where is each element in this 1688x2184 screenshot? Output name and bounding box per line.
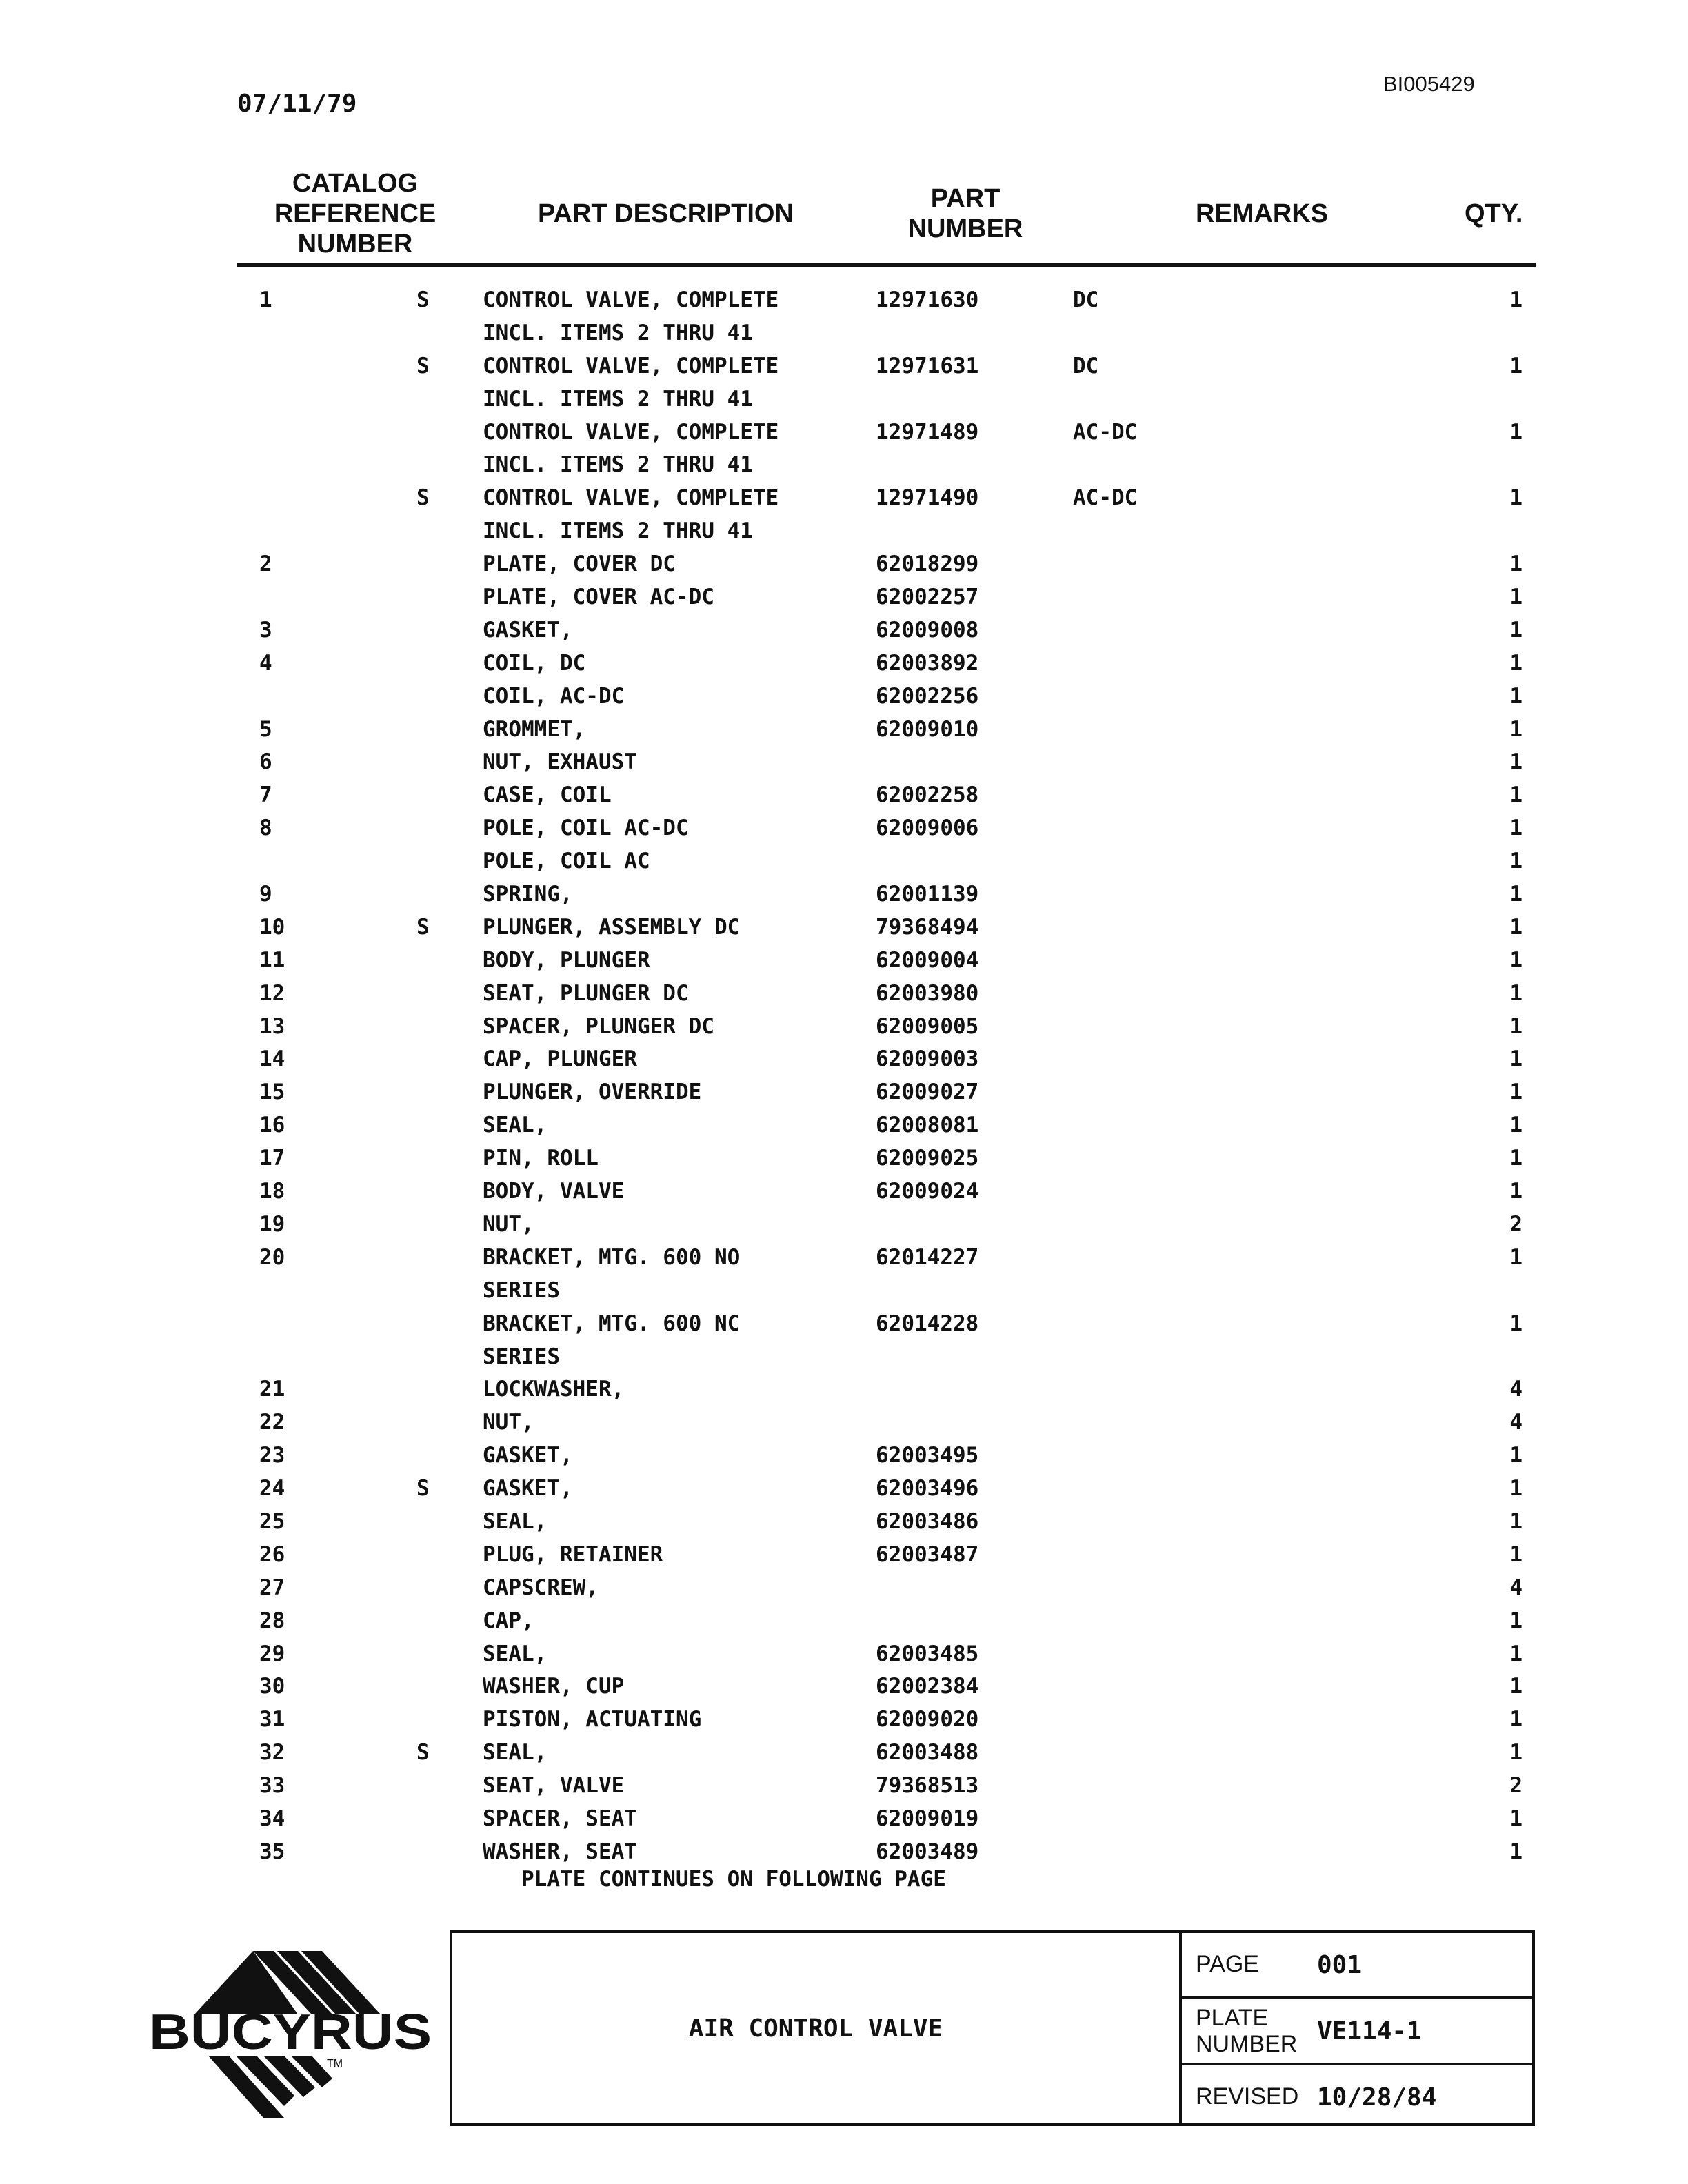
part-number-cell: 12971631 <box>876 353 979 378</box>
description-cell: PLATE, COVER DC <box>483 552 676 577</box>
description-cell: POLE, COIL AC <box>483 849 650 874</box>
table-row <box>0 878 1688 911</box>
ref-cell: 16 <box>259 1113 285 1138</box>
table-row <box>0 1109 1688 1142</box>
description-cell: SERIES <box>483 1344 560 1369</box>
part-number-cell: 62009025 <box>876 1146 979 1171</box>
description-cell: INCL. ITEMS 2 THRU 41 <box>483 320 753 345</box>
part-number-cell: 62009006 <box>876 816 979 841</box>
table-row <box>0 1539 1688 1572</box>
description-cell: CAP, <box>483 1608 534 1633</box>
table-row <box>0 845 1688 878</box>
part-number-cell: 12971489 <box>876 419 979 445</box>
table-row <box>0 1142 1688 1175</box>
ref-cell: 13 <box>259 1013 285 1039</box>
qty-cell: 1 <box>1509 419 1523 445</box>
part-number-cell: 62014227 <box>876 1244 979 1270</box>
spare-flag-cell: S <box>416 287 430 312</box>
ref-cell: 33 <box>259 1773 285 1799</box>
ref-cell: 1 <box>259 287 272 312</box>
part-number-cell: 62014228 <box>876 1311 979 1336</box>
part-number-cell: 12971490 <box>876 485 979 511</box>
remarks-cell: DC <box>1073 353 1099 378</box>
part-number-cell: 62009005 <box>876 1013 979 1039</box>
ref-cell: 14 <box>259 1046 285 1072</box>
remarks-cell: AC-DC <box>1073 419 1138 445</box>
qty-cell: 1 <box>1509 1541 1523 1567</box>
logo-wordmark: BUCYRUS <box>149 2005 432 2060</box>
column-header-catalog-text: CATALOG REFERENCE NUMBER <box>274 169 436 259</box>
part-number-cell: 62009010 <box>876 716 979 742</box>
qty-cell: 1 <box>1509 353 1523 378</box>
part-number-cell: 62003892 <box>876 650 979 676</box>
qty-cell: 1 <box>1509 816 1523 841</box>
part-number-cell: 62003488 <box>876 1740 979 1766</box>
page-label: PAGE <box>1196 1951 1259 1977</box>
qty-cell: 1 <box>1509 1443 1523 1468</box>
part-number-cell: 62002384 <box>876 1674 979 1699</box>
description-cell: WASHER, SEAT <box>483 1839 637 1864</box>
description-cell: GROMMET, <box>483 716 586 742</box>
description-cell: BODY, PLUNGER <box>483 947 650 973</box>
ref-cell: 25 <box>259 1508 285 1534</box>
part-number-cell: 62003489 <box>876 1839 979 1864</box>
description-cell: POLE, COIL AC-DC <box>483 816 689 841</box>
table-row <box>0 1406 1688 1439</box>
table-row <box>0 284 1688 317</box>
logo-trademark: TM <box>327 2058 343 2070</box>
table-row <box>0 779 1688 812</box>
table-row <box>0 1439 1688 1473</box>
qty-cell: 1 <box>1509 1013 1523 1039</box>
table-row <box>0 911 1688 944</box>
description-cell: CAPSCREW, <box>483 1575 599 1600</box>
bucyrus-logo <box>146 1937 436 2130</box>
qty-cell: 1 <box>1509 1608 1523 1633</box>
description-cell: BODY, VALVE <box>483 1179 625 1204</box>
qty-cell: 1 <box>1509 1046 1523 1072</box>
qty-cell: 2 <box>1509 1773 1523 1799</box>
ref-cell: 5 <box>259 716 272 742</box>
table-row <box>0 746 1688 779</box>
table-row <box>0 515 1688 548</box>
description-cell: GASKET, <box>483 1443 573 1468</box>
table-row <box>0 647 1688 680</box>
ref-cell: 20 <box>259 1244 285 1270</box>
part-number-cell: 62003495 <box>876 1443 979 1468</box>
table-row <box>0 1473 1688 1506</box>
part-number-cell: 79368513 <box>876 1773 979 1799</box>
description-cell: LOCKWASHER, <box>483 1377 625 1402</box>
ref-cell: 24 <box>259 1476 285 1502</box>
table-row <box>0 350 1688 383</box>
table-row <box>0 1275 1688 1308</box>
table-row <box>0 614 1688 647</box>
table-row <box>0 944 1688 978</box>
qty-cell: 1 <box>1509 1146 1523 1171</box>
description-cell: INCL. ITEMS 2 THRU 41 <box>483 386 753 412</box>
part-number-cell: 62009008 <box>876 617 979 643</box>
part-number-cell: 62003485 <box>876 1641 979 1666</box>
description-cell: PLUNGER, OVERRIDE <box>483 1080 702 1105</box>
description-cell: GASKET, <box>483 617 573 643</box>
qty-cell: 1 <box>1509 1080 1523 1105</box>
qty-cell: 4 <box>1509 1410 1523 1435</box>
description-cell: SERIES <box>483 1277 560 1303</box>
table-row <box>0 1175 1688 1209</box>
part-number-cell: 62003496 <box>876 1476 979 1502</box>
revised-value: 10/28/84 <box>1317 2083 1437 2112</box>
qty-cell: 1 <box>1509 1113 1523 1138</box>
table-row <box>0 978 1688 1011</box>
description-cell: BRACKET, MTG. 600 NC <box>483 1311 741 1336</box>
ref-cell: 29 <box>259 1641 285 1666</box>
description-cell: COIL, DC <box>483 650 586 676</box>
description-cell: SEAL, <box>483 1740 547 1766</box>
description-cell: SEAL, <box>483 1641 547 1666</box>
table-row <box>0 680 1688 714</box>
table-row <box>0 449 1688 482</box>
qty-cell: 1 <box>1509 1508 1523 1534</box>
table-row <box>0 317 1688 350</box>
column-header-remarks: REMARKS <box>1196 199 1329 228</box>
ref-cell: 32 <box>259 1740 285 1766</box>
table-row <box>0 1341 1688 1374</box>
qty-cell: 1 <box>1509 749 1523 775</box>
table-row <box>0 1242 1688 1275</box>
table-row <box>0 1605 1688 1638</box>
page-cell <box>1182 1933 1535 1999</box>
description-cell: NUT, <box>483 1211 534 1237</box>
part-number-cell: 62009004 <box>876 947 979 973</box>
description-cell: SEAL, <box>483 1113 547 1138</box>
description-cell: SPRING, <box>483 882 573 907</box>
part-number-cell: 62001139 <box>876 882 979 907</box>
table-row <box>0 1506 1688 1539</box>
ref-cell: 26 <box>259 1541 285 1567</box>
plate-title: AIR CONTROL VALVE <box>688 2014 943 2043</box>
column-header-part-number: PART NUMBER <box>907 184 1023 243</box>
table-row <box>0 1803 1688 1836</box>
ref-cell: 6 <box>259 749 272 775</box>
qty-cell: 1 <box>1509 1806 1523 1831</box>
qty-cell: 1 <box>1509 980 1523 1006</box>
footer-info <box>1179 1933 1535 2123</box>
table-row <box>0 1703 1688 1737</box>
qty-cell: 1 <box>1509 1244 1523 1270</box>
description-cell: CONTROL VALVE, COMPLETE <box>483 419 779 445</box>
qty-cell: 1 <box>1509 1707 1523 1732</box>
qty-cell: 2 <box>1509 1211 1523 1237</box>
part-number-cell: 62002258 <box>876 782 979 808</box>
spare-flag-cell: S <box>416 1476 430 1502</box>
document-id: BI005429 <box>1383 72 1475 96</box>
description-cell: SEAL, <box>483 1508 547 1534</box>
ref-cell: 17 <box>259 1146 285 1171</box>
ref-cell: 2 <box>259 552 272 577</box>
description-cell: CONTROL VALVE, COMPLETE <box>483 353 779 378</box>
remarks-cell: AC-DC <box>1073 485 1138 511</box>
revised-label: REVISED <box>1196 2083 1299 2110</box>
description-cell: PLUG, RETAINER <box>483 1541 663 1567</box>
qty-cell: 1 <box>1509 1476 1523 1502</box>
description-cell: CASE, COIL <box>483 782 612 808</box>
ref-cell: 18 <box>259 1179 285 1204</box>
part-number-cell: 62002257 <box>876 585 979 610</box>
column-header-qty: QTY. <box>1465 199 1523 228</box>
table-row <box>0 416 1688 449</box>
qty-cell: 1 <box>1509 485 1523 511</box>
plate-label-1: PLATE <box>1196 2005 1269 2031</box>
qty-cell: 4 <box>1509 1377 1523 1402</box>
part-number-cell: 62009020 <box>876 1707 979 1732</box>
plate-label-2: NUMBER <box>1196 2031 1298 2057</box>
table-row <box>0 581 1688 614</box>
table-row <box>0 1737 1688 1770</box>
table-row <box>0 1770 1688 1803</box>
ref-cell: 12 <box>259 980 285 1006</box>
footer-box <box>450 1930 1535 2126</box>
part-number-cell: 62009027 <box>876 1080 979 1105</box>
description-cell: SEAT, PLUNGER DC <box>483 980 689 1006</box>
column-header-catalog <box>269 168 441 259</box>
description-cell: SPACER, PLUNGER DC <box>483 1013 714 1039</box>
description-cell: CAP, PLUNGER <box>483 1046 637 1072</box>
description-cell: PLATE, COVER AC-DC <box>483 585 714 610</box>
ref-cell: 30 <box>259 1674 285 1699</box>
table-row <box>0 1836 1688 1869</box>
description-cell: COIL, AC-DC <box>483 683 625 709</box>
part-number-cell: 62009003 <box>876 1046 979 1072</box>
ref-cell: 15 <box>259 1080 285 1105</box>
description-cell: NUT, <box>483 1410 534 1435</box>
description-cell: PISTON, ACTUATING <box>483 1707 702 1732</box>
qty-cell: 1 <box>1509 1641 1523 1666</box>
ref-cell: 19 <box>259 1211 285 1237</box>
plate-number-value: VE114-1 <box>1317 2017 1422 2045</box>
ref-cell: 35 <box>259 1839 285 1864</box>
page-value: 001 <box>1317 1951 1363 1979</box>
qty-cell: 1 <box>1509 1839 1523 1864</box>
table-row <box>0 1011 1688 1044</box>
column-header-description: PART DESCRIPTION <box>538 199 794 228</box>
description-cell: BRACKET, MTG. 600 NO <box>483 1244 741 1270</box>
qty-cell: 4 <box>1509 1575 1523 1600</box>
ref-cell: 3 <box>259 617 272 643</box>
table-row <box>0 1308 1688 1341</box>
qty-cell: 1 <box>1509 1179 1523 1204</box>
table-row <box>0 1209 1688 1242</box>
qty-cell: 1 <box>1509 782 1523 808</box>
qty-cell: 1 <box>1509 849 1523 874</box>
table-row <box>0 482 1688 515</box>
qty-cell: 1 <box>1509 1674 1523 1699</box>
table-row <box>0 1572 1688 1605</box>
continues-note: PLATE CONTINUES ON FOLLOWING PAGE <box>521 1867 946 1892</box>
ref-cell: 21 <box>259 1377 285 1402</box>
part-number-cell: 62003487 <box>876 1541 979 1567</box>
ref-cell: 9 <box>259 882 272 907</box>
qty-cell: 1 <box>1509 1311 1523 1336</box>
description-cell: INCL. ITEMS 2 THRU 41 <box>483 452 753 478</box>
table-row <box>0 1670 1688 1703</box>
part-number-cell: 62008081 <box>876 1113 979 1138</box>
qty-cell: 1 <box>1509 914 1523 940</box>
part-number-cell: 62009019 <box>876 1806 979 1831</box>
ref-cell: 11 <box>259 947 285 973</box>
table-row <box>0 812 1688 845</box>
spare-flag-cell: S <box>416 1740 430 1766</box>
table-row <box>0 1638 1688 1671</box>
qty-cell: 1 <box>1509 287 1523 312</box>
spare-flag-cell: S <box>416 485 430 511</box>
ref-cell: 8 <box>259 816 272 841</box>
part-number-cell: 62002256 <box>876 683 979 709</box>
description-cell: CONTROL VALVE, COMPLETE <box>483 287 779 312</box>
qty-cell: 1 <box>1509 650 1523 676</box>
ref-cell: 22 <box>259 1410 285 1435</box>
description-cell: NUT, EXHAUST <box>483 749 637 775</box>
ref-cell: 34 <box>259 1806 285 1831</box>
description-cell: PIN, ROLL <box>483 1146 599 1171</box>
part-number-cell: 62003980 <box>876 980 979 1006</box>
part-number-cell: 79368494 <box>876 914 979 940</box>
qty-cell: 1 <box>1509 947 1523 973</box>
ref-cell: 7 <box>259 782 272 808</box>
part-number-cell: 12971630 <box>876 287 979 312</box>
qty-cell: 1 <box>1509 617 1523 643</box>
description-cell: GASKET, <box>483 1476 573 1502</box>
remarks-cell: DC <box>1073 287 1099 312</box>
parts-table <box>0 284 1688 1869</box>
description-cell: CONTROL VALVE, COMPLETE <box>483 485 779 511</box>
table-row <box>0 714 1688 747</box>
spare-flag-cell: S <box>416 914 430 940</box>
ref-cell: 10 <box>259 914 285 940</box>
description-cell: PLUNGER, ASSEMBLY DC <box>483 914 741 940</box>
spare-flag-cell: S <box>416 353 430 378</box>
qty-cell: 1 <box>1509 683 1523 709</box>
ref-cell: 31 <box>259 1707 285 1732</box>
header-rule <box>237 263 1536 267</box>
table-row <box>0 1076 1688 1109</box>
table-row <box>0 1043 1688 1076</box>
table-row <box>0 383 1688 416</box>
ref-cell: 4 <box>259 650 272 676</box>
print-date: 07/11/79 <box>237 90 357 118</box>
qty-cell: 1 <box>1509 1740 1523 1766</box>
description-cell: SEAT, VALVE <box>483 1773 625 1799</box>
revised-cell <box>1182 2065 1535 2129</box>
qty-cell: 1 <box>1509 585 1523 610</box>
description-cell: INCL. ITEMS 2 THRU 41 <box>483 518 753 544</box>
part-number-cell: 62018299 <box>876 552 979 577</box>
qty-cell: 1 <box>1509 716 1523 742</box>
table-row <box>0 548 1688 581</box>
ref-cell: 27 <box>259 1575 285 1600</box>
table-row <box>0 1373 1688 1406</box>
ref-cell: 23 <box>259 1443 285 1468</box>
part-number-cell: 62003486 <box>876 1508 979 1534</box>
ref-cell: 28 <box>259 1608 285 1633</box>
qty-cell: 1 <box>1509 552 1523 577</box>
part-number-cell: 62009024 <box>876 1179 979 1204</box>
description-cell: WASHER, CUP <box>483 1674 625 1699</box>
qty-cell: 1 <box>1509 882 1523 907</box>
plate-number-cell <box>1182 1999 1535 2065</box>
description-cell: SPACER, SEAT <box>483 1806 637 1831</box>
